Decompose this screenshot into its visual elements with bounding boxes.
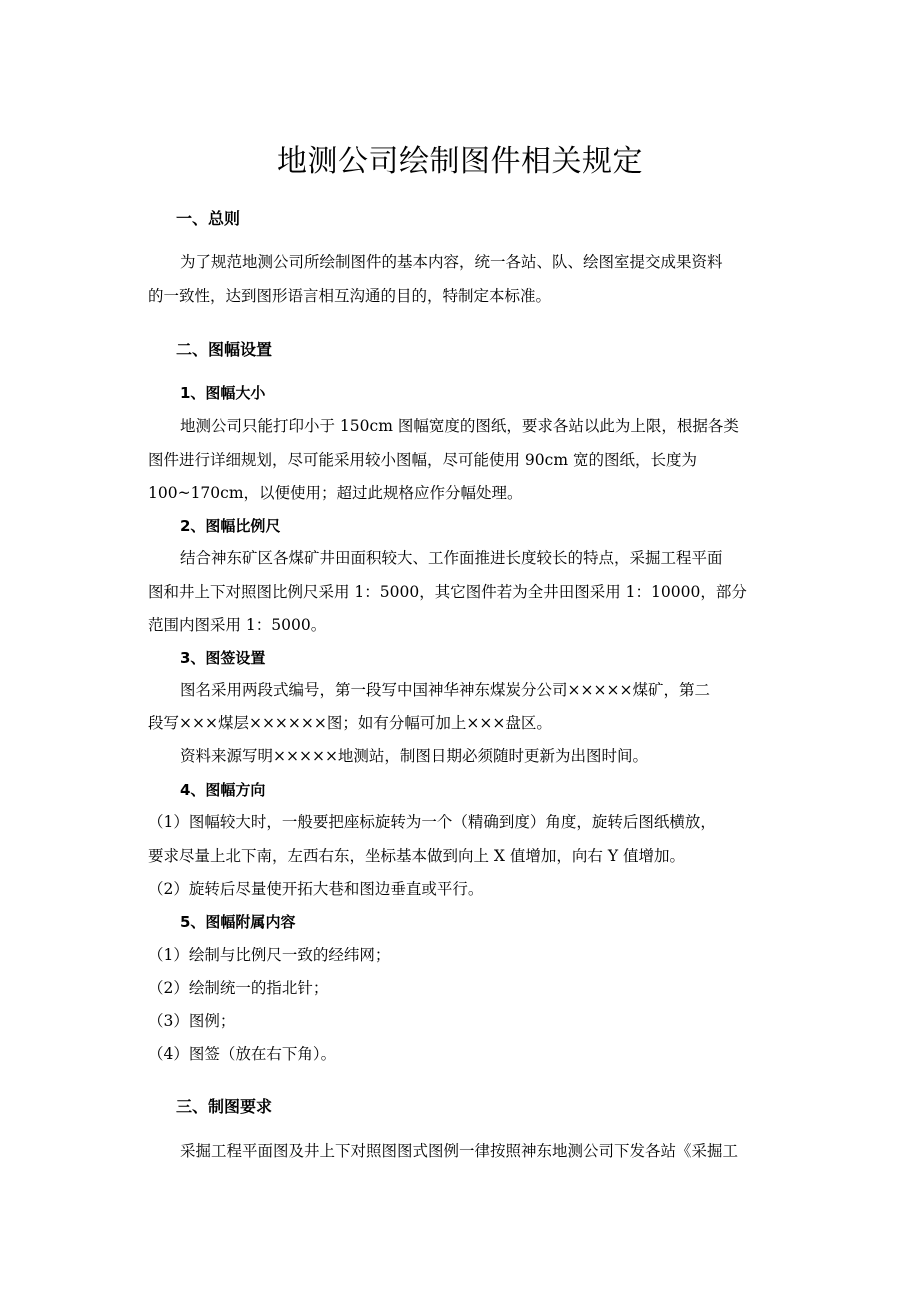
subsection-heading-title-block: 3、图签设置 <box>180 649 266 667</box>
list-item: （2）绘制统一的指北针； <box>148 979 329 997</box>
list-item: （1）绘制与比例尺一致的经纬网； <box>148 946 391 964</box>
section-heading-sheet-setup: 二、图幅设置 <box>176 340 273 359</box>
list-item: （3）图例； <box>148 1012 236 1030</box>
paragraph-line: （1）图幅较大时，一般要把座标旋转为一个（精确到度）角度，旋转后图纸横放， <box>148 813 716 831</box>
paragraph-line: 100~170cm，以便使用；超过此规格应作分幅处理。 <box>148 484 523 502</box>
paragraph-line: 为了规范地测公司所绘制图件的基本内容，统一各站、队、绘图室提交成果资料 <box>180 253 723 271</box>
paragraph-line: 图和井上下对照图比例尺采用 1：5000，其它图件若为全井田图采用 1：10000，部分 <box>148 583 747 601</box>
paragraph-line: 采掘工程平面图及井上下对照图图式图例一律按照神东地测公司下发各站《采掘工 <box>180 1142 739 1160</box>
paragraph-line: 资料来源写明×××××地测站，制图日期必须随时更新为出图时间。 <box>180 747 648 765</box>
paragraph-line: 图名采用两段式编号，第一段写中国神华神东煤炭分公司×××××煤矿，第二 <box>180 681 710 699</box>
subsection-heading-orientation: 4、图幅方向 <box>180 781 266 799</box>
document-title: 地测公司绘制图件相关规定 <box>277 144 643 179</box>
subsection-heading-attachments: 5、图幅附属内容 <box>180 913 296 931</box>
section-heading-drafting-requirements: 三、制图要求 <box>176 1097 273 1116</box>
subsection-heading-scale: 2、图幅比例尺 <box>180 517 281 535</box>
subsection-heading-sheet-size: 1、图幅大小 <box>180 384 266 402</box>
paragraph-line: 段写×××煤层××××××图；如有分幅可加上×××盘区。 <box>148 714 552 732</box>
paragraph-line: 图件进行详细规划，尽可能采用较小图幅，尽可能使用 90cm 宽的图纸，长度为 <box>148 451 697 469</box>
list-item: （4）图签（放在右下角）。 <box>148 1045 337 1063</box>
paragraph-line: 结合神东矿区各煤矿井田面积较大、工作面推进长度较长的特点，采掘工程平面 <box>180 549 723 567</box>
paragraph-line: （2）旋转后尽量使开拓大巷和图边垂直或平行。 <box>148 880 484 898</box>
paragraph-line: 的一致性，达到图形语言相互沟通的目的，特制定本标准。 <box>148 287 552 305</box>
paragraph-line: 要求尽量上北下南，左西右东，坐标基本做到向上 X 值增加，向右 Y 值增加。 <box>148 847 685 865</box>
paragraph-line: 地测公司只能打印小于 150cm 图幅宽度的图纸，要求各站以此为上限，根据各类 <box>180 417 739 435</box>
section-heading-general: 一、总则 <box>176 209 241 228</box>
paragraph-line: 范围内图采用 1：5000。 <box>148 616 327 634</box>
